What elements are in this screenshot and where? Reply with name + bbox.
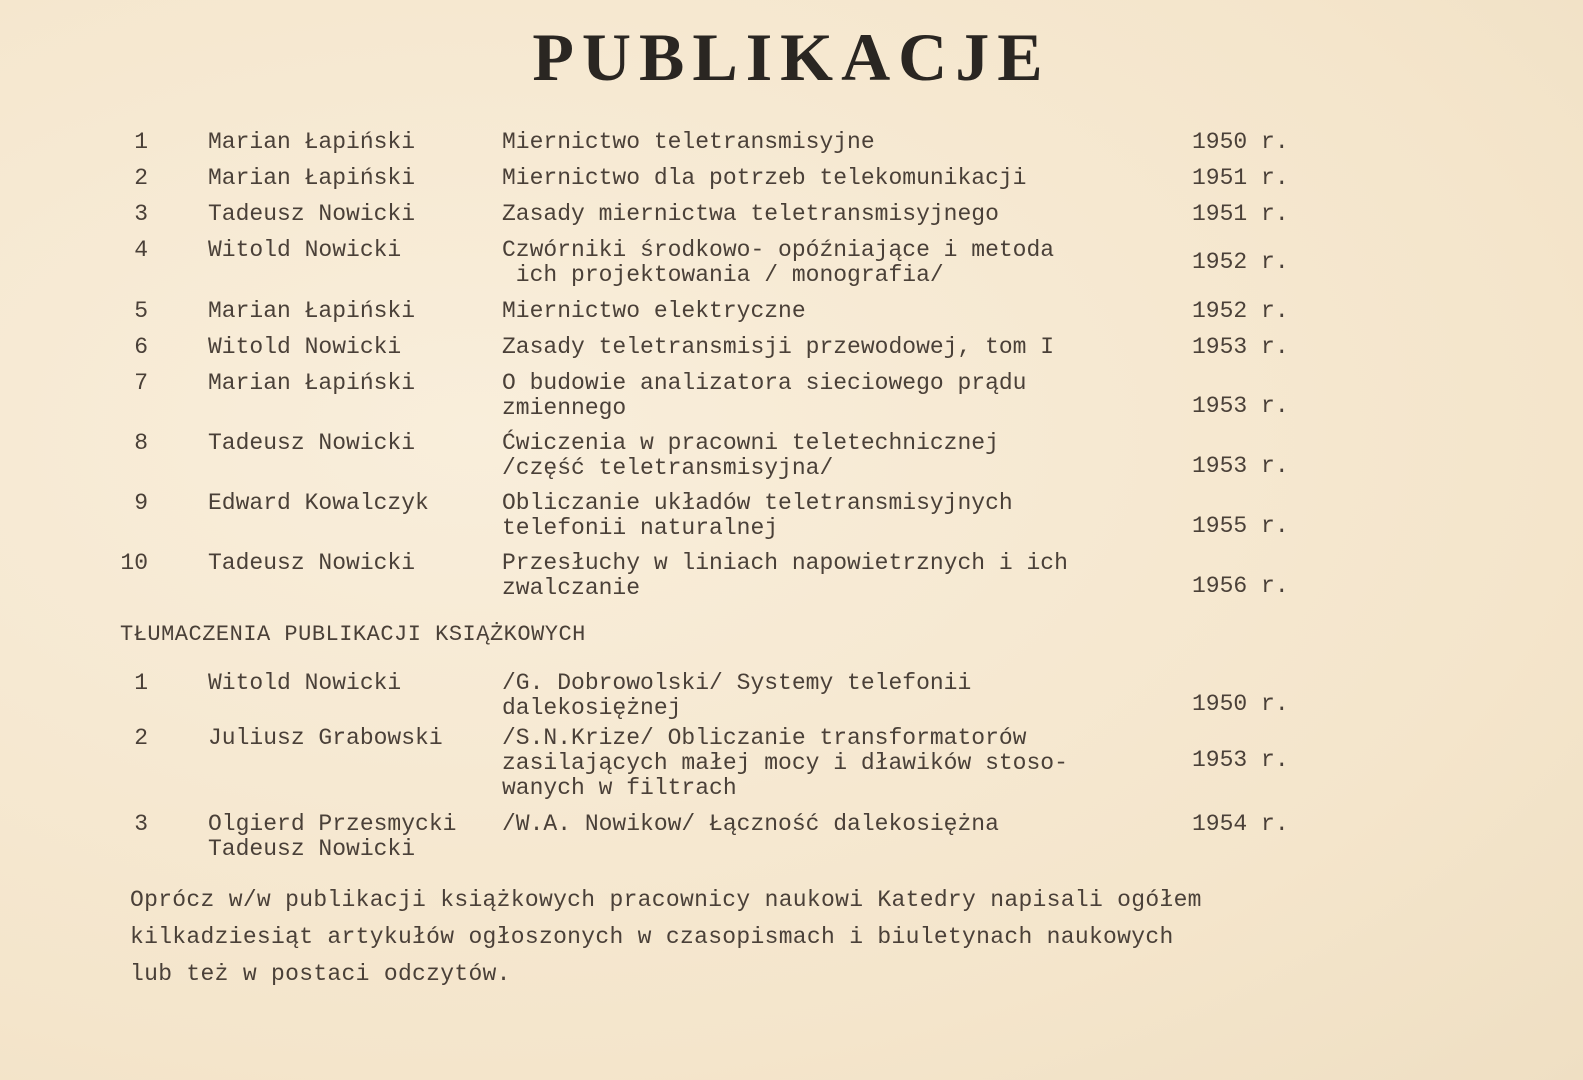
- entry-year: 1955 r.: [1192, 513, 1289, 539]
- entry-title: Zasady miernictwa teletransmisyjnego: [502, 201, 999, 227]
- closing-paragraph: [130, 882, 1280, 993]
- entry-year: 1952 r.: [1192, 249, 1289, 275]
- entry-number: 2: [134, 165, 148, 191]
- entry-number: 8: [134, 430, 148, 456]
- entry-author: Tadeusz Nowicki: [208, 550, 416, 576]
- entry-year: 1956 r.: [1192, 573, 1289, 599]
- closing-line: lub też w postaci odczytów.: [130, 961, 511, 987]
- entry-number: 6: [134, 334, 148, 360]
- entry-title: Miernictwo dla potrzeb telekomunikacji: [502, 165, 1027, 191]
- entry-number: 1: [134, 129, 148, 155]
- entry-title: /S.N.Krize/ Obliczanie transformatorów zasilających małej mocy i dławików stoso- wanych w filtrach: [502, 725, 1068, 801]
- entry-number: 7: [134, 370, 148, 396]
- entry-year: 1951 r.: [1192, 201, 1289, 227]
- entry-title: /W.A. Nowikow/ Łączność dalekosiężna: [502, 811, 999, 837]
- entry-year: 1953 r.: [1192, 747, 1289, 773]
- page-title: PUBLIKACJE: [532, 19, 1051, 95]
- closing-line: Oprócz w/w publikacji książkowych pracownicy naukowi Katedry napisali ogółem: [130, 887, 1202, 913]
- entry-number: 3: [134, 811, 148, 837]
- entry-year: 1950 r.: [1192, 691, 1289, 717]
- entry-number: 4: [134, 237, 148, 263]
- entry-number: 1: [134, 670, 148, 696]
- entry-number: 10: [120, 550, 148, 576]
- entry-number: 9: [134, 490, 148, 516]
- entry-number: 3: [134, 201, 148, 227]
- entry-year: 1954 r.: [1192, 811, 1289, 837]
- section-heading-translations: TŁUMACZENIA PUBLIKACJI KSIĄŻKOWYCH: [120, 622, 586, 647]
- entry-year: 1953 r.: [1192, 393, 1289, 419]
- entry-author: Witold Nowicki: [208, 670, 402, 696]
- entry-author: Olgierd Przesmycki Tadeusz Nowicki: [208, 811, 457, 862]
- entry-author: Edward Kowalczyk: [208, 490, 429, 516]
- entry-title: O budowie analizatora sieciowego prądu zmiennego: [502, 370, 1027, 421]
- entry-author: Tadeusz Nowicki: [208, 201, 416, 227]
- entry-title: Czwórniki środkowo- opóźniające i metoda ich projektowania / monografia/: [502, 237, 1055, 288]
- entry-title: Przesłuchy w liniach napowietrznych i ich zwalczanie: [502, 550, 1068, 601]
- entry-title: Obliczanie układów teletransmisyjnych telefonii naturalnej: [502, 490, 1013, 541]
- entry-author: Marian Łapiński: [208, 298, 416, 324]
- entry-author: Marian Łapiński: [208, 165, 416, 191]
- entry-author: Witold Nowicki: [208, 334, 402, 360]
- entry-number: 2: [134, 725, 148, 751]
- entry-title: /G. Dobrowolski/ Systemy telefonii dalekosiężnej: [502, 670, 972, 721]
- entry-title: Miernictwo elektryczne: [502, 298, 806, 324]
- entry-title: Miernictwo teletransmisyjne: [502, 129, 875, 155]
- entry-author: Tadeusz Nowicki: [208, 430, 416, 456]
- entry-author: Marian Łapiński: [208, 129, 416, 155]
- closing-line: kilkadziesiąt artykułów ogłoszonych w czasopismach i biuletynach naukowych: [130, 924, 1174, 950]
- entry-year: 1953 r.: [1192, 334, 1289, 360]
- entry-number: 5: [134, 298, 148, 324]
- entry-author: Juliusz Grabowski: [208, 725, 443, 751]
- entry-year: 1952 r.: [1192, 298, 1289, 324]
- entry-title: Ćwiczenia w pracowni teletechnicznej /część teletransmisyjna/: [502, 430, 999, 481]
- entry-title: Zasady teletransmisji przewodowej, tom I: [502, 334, 1055, 360]
- entry-author: Witold Nowicki: [208, 237, 402, 263]
- entry-year: 1953 r.: [1192, 453, 1289, 479]
- entry-year: 1950 r.: [1192, 129, 1289, 155]
- entry-year: 1951 r.: [1192, 165, 1289, 191]
- entry-author: Marian Łapiński: [208, 370, 416, 396]
